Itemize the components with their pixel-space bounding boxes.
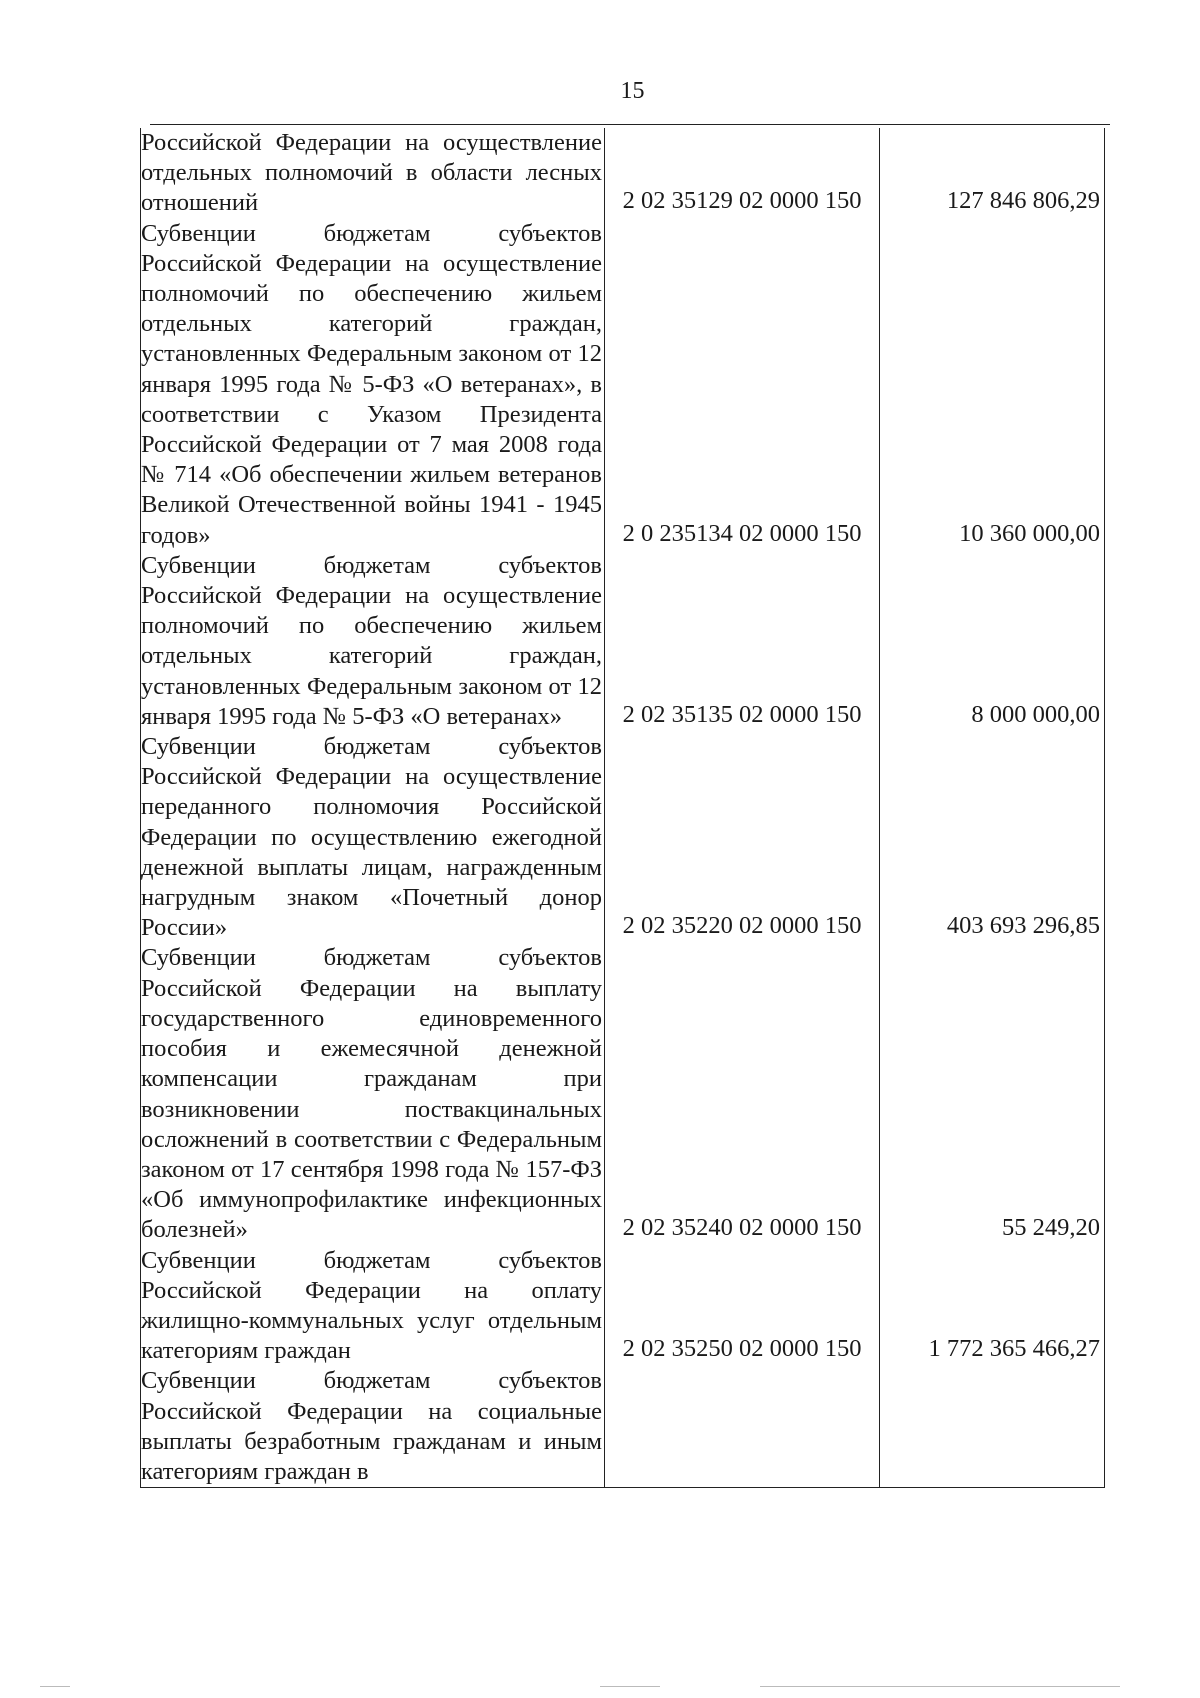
row-description: Субвенции бюджетам субъектов Российской Федерации на осуществление полномочий по обеспечению жильем отдельных категорий граждан, установленных Федеральным законом от 12 января 1995 года № 5-ФЗ «О ветеранах» (141, 551, 605, 732)
row-code: 2 02 35135 02 0000 150 (605, 551, 880, 732)
row-description: Субвенции бюджетам субъектов Российской Федерации на оплату жилищно-коммунальных услуг отдельным категориям граждан (141, 1246, 605, 1367)
table-row (141, 943, 1105, 1245)
scan-artifact (40, 1686, 70, 1687)
budget-table (140, 128, 1105, 1488)
page-number: 15 (620, 78, 645, 104)
scan-artifact (760, 1686, 1120, 1687)
row-amount: 55 249,20 (880, 943, 1105, 1245)
row-code: 2 02 35250 02 0000 150 (605, 1246, 880, 1367)
row-description: Субвенции бюджетам субъектов Российской Федерации на осуществление переданного полномочия Российской Федерации по осуществлению ежегодной денежной выплаты лицам, награжденным нагрудным знаком «Почетный донор России» (141, 732, 605, 943)
row-code: 2 02 35129 02 0000 150 (605, 128, 880, 219)
table-row (141, 1246, 1105, 1367)
row-code: 2 02 35240 02 0000 150 (605, 943, 880, 1245)
table-row (141, 219, 1105, 551)
row-code: 2 02 35220 02 0000 150 (605, 732, 880, 943)
row-amount: 8 000 000,00 (880, 551, 1105, 732)
row-code (605, 1366, 880, 1487)
row-amount: 403 693 296,85 (880, 732, 1105, 943)
row-amount: 1 772 365 466,27 (880, 1246, 1105, 1367)
table-row (141, 128, 1105, 219)
table-row (141, 732, 1105, 943)
row-description: Российской Федерации на осуществление отдельных полномочий в области лесных отношений (141, 128, 605, 219)
row-description: Субвенции бюджетам субъектов Российской Федерации на осуществление полномочий по обеспечению жильем отдельных категорий граждан, установленных Федеральным законом от 12 января 1995 года № 5-ФЗ «О ветеранах», в соответствии с Указом Президента Российской Федерации от 7 мая 2008 года № 714 «Об обеспечении жильем ветеранов Великой Отечественной войны 1941 - 1945 годов» (141, 219, 605, 551)
row-description: Субвенции бюджетам субъектов Российской Федерации на выплату государственного единовременного пособия и ежемесячной денежной компенсации гражданам при возникновении поствакцинальных осложнений в соответствии с Федеральным законом от 17 сентября 1998 года № 157-ФЗ «Об иммунопрофилактике инфекционных болезней» (141, 943, 605, 1245)
row-amount (880, 1366, 1105, 1487)
row-amount: 127 846 806,29 (880, 128, 1105, 219)
table-row (141, 551, 1105, 732)
row-code: 2 0 235134 02 0000 150 (605, 219, 880, 551)
scan-artifact (600, 1686, 660, 1687)
row-description: Субвенции бюджетам субъектов Российской Федерации на социальные выплаты безработным гражданам и иным категориям граждан в (141, 1366, 605, 1487)
table-row (141, 1366, 1105, 1487)
row-amount: 10 360 000,00 (880, 219, 1105, 551)
table-top-rule (150, 124, 1110, 125)
